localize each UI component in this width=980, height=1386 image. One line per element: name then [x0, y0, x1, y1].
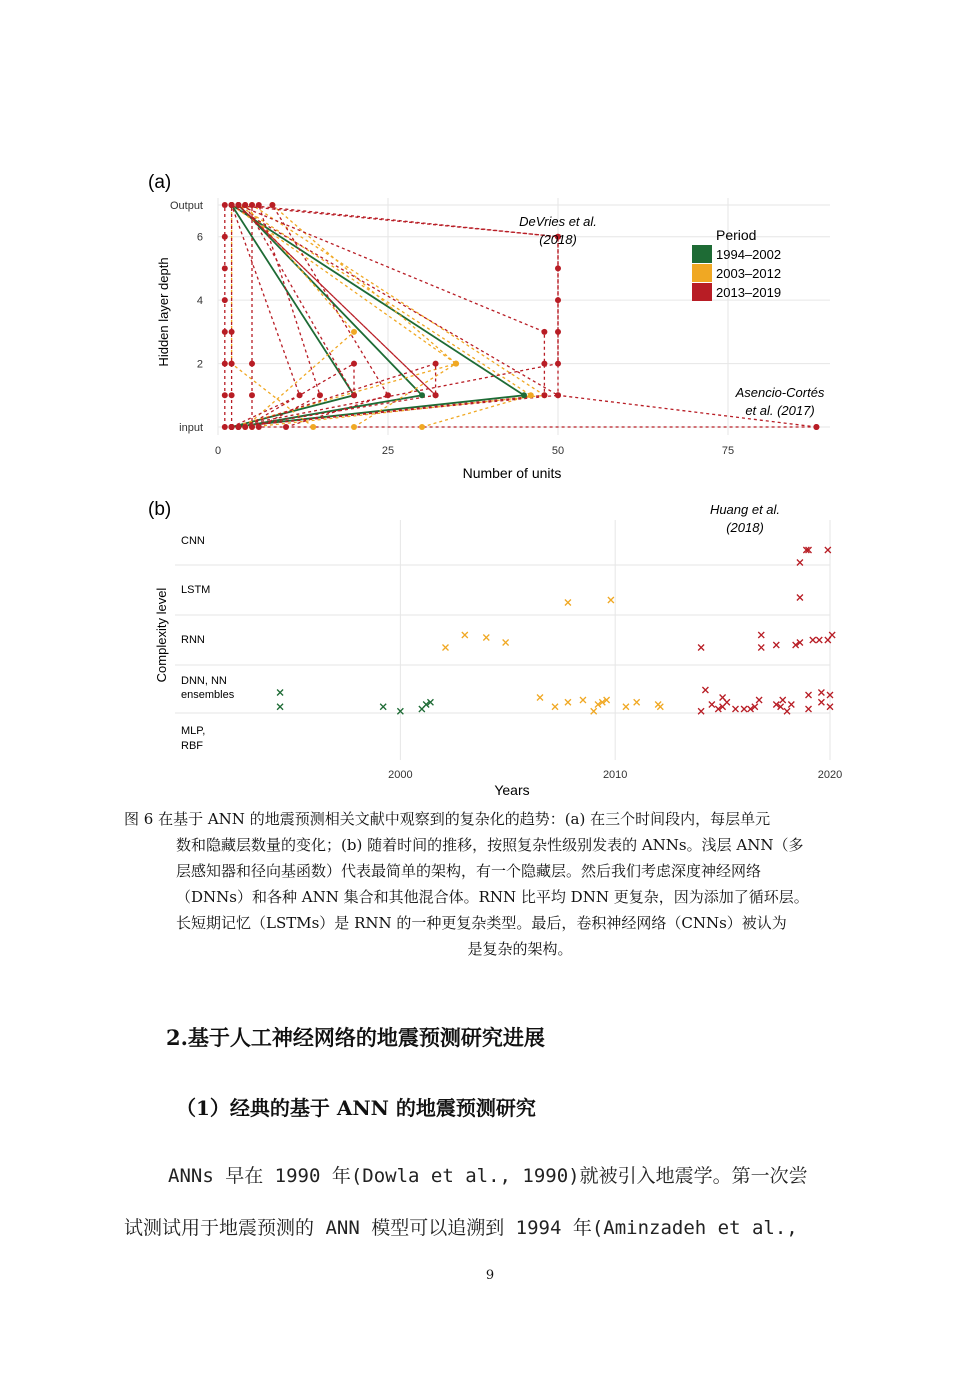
series-point — [249, 392, 255, 398]
scatter-point-2013–2019 — [818, 690, 824, 696]
body-paragraph — [124, 1150, 864, 1254]
scatter-point-2013–2019 — [698, 645, 704, 651]
y-tick-label: 2 — [196, 358, 203, 371]
x-tick-label: 2000 — [388, 769, 413, 781]
series-point — [419, 424, 425, 430]
plot-a-y-label: Hidden layer depth — [156, 257, 171, 367]
series-point — [222, 329, 228, 335]
scatter-point-2003–2012 — [565, 699, 571, 705]
series-point — [222, 265, 228, 271]
caption-line-1: 图 6 在基于 ANN 的地震预测相关文献中观察到的复杂化的趋势：(a) 在三个时间段内，每层单元 — [124, 810, 771, 828]
scatter-point-2003–2012 — [580, 697, 586, 703]
series-point — [269, 202, 275, 208]
panel-a-label: (a) — [148, 172, 172, 193]
scatter-point-2013–2019 — [709, 702, 715, 708]
scatter-point-2013–2019 — [756, 697, 762, 703]
y-label-ensembles: ensembles — [181, 689, 235, 701]
series-point — [351, 392, 357, 398]
series-point — [229, 361, 235, 367]
scatter-point-2013–2019 — [758, 632, 764, 638]
series-point — [222, 392, 228, 398]
series-point — [555, 392, 561, 398]
scatter-point-1994–2002 — [277, 704, 283, 710]
y-tick-label: 4 — [196, 295, 203, 308]
annotation-asencio-line1: Asencio-Cortés — [735, 385, 825, 400]
series-point — [229, 202, 235, 208]
legend-swatch-1994 — [692, 245, 712, 263]
caption-line-3: 层感知器和径向基函数）代表最简单的架构，有一个隐藏层。然后我们考虑深度神经网络 — [176, 862, 762, 880]
series-point — [555, 361, 561, 367]
annotation-devries-line2: (2018) — [539, 232, 577, 247]
scatter-point-2013–2019 — [724, 699, 730, 705]
series-point — [433, 392, 439, 398]
scatter-point-2013–2019 — [773, 642, 779, 648]
series-point — [242, 424, 248, 430]
y-tick-label: input — [179, 422, 203, 434]
series-point — [541, 392, 547, 398]
series-point — [222, 297, 228, 303]
y-label-lstm: LSTM — [181, 584, 211, 596]
scatter-point-2013–2019 — [702, 687, 708, 693]
scatter-point-2003–2012 — [552, 704, 558, 710]
scatter-point-2003–2012 — [503, 640, 509, 646]
scatter-point-2003–2012 — [634, 699, 640, 705]
series-point — [541, 329, 547, 335]
x-tick-label: 2010 — [602, 769, 628, 781]
series-point — [229, 392, 235, 398]
figure-caption — [124, 806, 864, 962]
plot-a-x-ticks — [215, 445, 734, 457]
y-label-mlp: MLP, — [181, 725, 206, 737]
series-point — [317, 392, 323, 398]
scatter-point-2013–2019 — [797, 595, 803, 601]
annotation-devries-line1: DeVries et al. — [519, 214, 597, 229]
scatter-point-2013–2019 — [758, 645, 764, 651]
legend-label-1994: 1994–2002 — [716, 247, 782, 262]
series-point — [351, 329, 357, 335]
y-tick-label: Output — [169, 200, 203, 212]
series-point — [256, 424, 262, 430]
figure-panel-a — [0, 160, 980, 495]
legend-title: Period — [716, 227, 757, 243]
series-point — [385, 392, 391, 398]
scatter-point-1994–2002 — [380, 704, 386, 710]
plot-b-x-label: Years — [494, 782, 530, 798]
plot-b-x-ticks — [388, 769, 842, 781]
legend-swatch-2003 — [692, 264, 712, 282]
legend-label-2013: 2013–2019 — [716, 285, 782, 300]
x-tick-label: 25 — [381, 445, 395, 457]
scatter-point-2003–2012 — [537, 695, 543, 701]
body-line-1: ANNs 早在 1990 年(Dowla et al., 1990)就被引入地震学。第一次尝 — [168, 1165, 808, 1187]
series-point — [249, 361, 255, 367]
plot-b-points — [277, 547, 835, 714]
series-point — [229, 329, 235, 335]
scatter-point-2003–2012 — [565, 600, 571, 606]
scatter-point-2003–2012 — [657, 704, 663, 710]
series-point — [555, 265, 561, 271]
caption-line-4: （DNNs）和各种 ANN 集合和其他混合体。RNN 比平均 DNN 更复杂，因为添加了循环层。 — [176, 888, 809, 906]
scatter-point-2013–2019 — [732, 706, 738, 712]
series-point — [235, 202, 241, 208]
series-point — [310, 424, 316, 430]
scatter-point-2003–2012 — [462, 632, 468, 638]
scatter-point-2013–2019 — [741, 706, 747, 712]
series-point — [555, 297, 561, 303]
caption-line-6: 是复杂的架构。 — [467, 940, 573, 958]
scatter-point-2013–2019 — [788, 702, 794, 708]
plot-a-x-label: Number of units — [462, 465, 562, 481]
scatter-point-2013–2019 — [780, 697, 786, 703]
series-point — [528, 392, 534, 398]
section-title: 2.基于人工神经网络的地震预测研究进展 — [166, 1025, 545, 1050]
subsection-title: （1）经典的基于 ANN 的地震预测研究 — [176, 1096, 536, 1120]
series-point — [433, 361, 439, 367]
series-point — [541, 361, 547, 367]
scatter-point-2013–2019 — [818, 699, 824, 705]
scatter-point-2003–2012 — [442, 645, 448, 651]
legend-swatch-2013 — [692, 283, 712, 301]
scatter-point-2003–2012 — [608, 597, 614, 603]
series-point — [222, 202, 228, 208]
series-point — [249, 202, 255, 208]
body-line-2: 试测试用于地震预测的 ANN 模型可以追溯到 1994 年(Aminzadeh et al., — [124, 1217, 798, 1239]
caption-line-2: 数和隐藏层数量的变化；(b) 随着时间的推移，按照复杂性级别发表的 ANNs。浅层 ANN（多 — [176, 836, 804, 854]
series-point — [256, 202, 262, 208]
series-point — [242, 202, 248, 208]
x-tick-label: 75 — [721, 445, 735, 457]
annotation-asencio-line2: et al. (2017) — [745, 403, 815, 418]
scatter-point-1994–2002 — [277, 690, 283, 696]
scatter-point-2013–2019 — [806, 706, 812, 712]
annotation-huang-line2: (2018) — [726, 520, 764, 535]
y-label-rbf: RBF — [181, 740, 203, 752]
plot-b-y-label: Complexity level — [154, 587, 169, 683]
series-point — [229, 424, 235, 430]
scatter-point-2003–2012 — [483, 635, 489, 641]
scatter-point-2013–2019 — [810, 637, 816, 643]
x-tick-label: 0 — [214, 445, 222, 457]
scatter-point-2003–2012 — [623, 704, 629, 710]
series-point — [235, 424, 241, 430]
scatter-point-2013–2019 — [816, 637, 822, 643]
plot-a-y-ticks — [170, 200, 203, 434]
page-number: 9 — [485, 1268, 495, 1283]
y-label-rnn: RNN — [181, 634, 205, 646]
series-point — [297, 392, 303, 398]
series-point — [222, 234, 228, 240]
legend-label-2003: 2003–2012 — [716, 266, 782, 281]
series-point — [453, 361, 459, 367]
panel-b-label: (b) — [148, 499, 172, 520]
y-tick-label: 6 — [196, 231, 203, 244]
figure-panel-b — [0, 495, 980, 805]
series-point — [351, 361, 357, 367]
annotation-huang-line1: Huang et al. — [709, 502, 781, 517]
caption-line-5: 长短期记忆（LSTMs）是 RNN 的一种更复杂类型。最后，卷积神经网络（CNNs）被认为 — [176, 914, 787, 932]
x-tick-label: 2020 — [817, 769, 843, 781]
y-label-cnn: CNN — [181, 535, 205, 547]
series-point — [222, 424, 228, 430]
series-point — [222, 361, 228, 367]
scatter-point-2013–2019 — [806, 692, 812, 698]
series-point — [249, 424, 255, 430]
series-point — [419, 392, 425, 398]
series-point — [813, 424, 819, 430]
y-label-dnn: DNN, NN — [181, 675, 227, 687]
x-tick-label: 50 — [551, 445, 565, 457]
series-point — [555, 329, 561, 335]
series-point — [283, 424, 289, 430]
series-point — [351, 424, 357, 430]
series-point — [521, 392, 527, 398]
